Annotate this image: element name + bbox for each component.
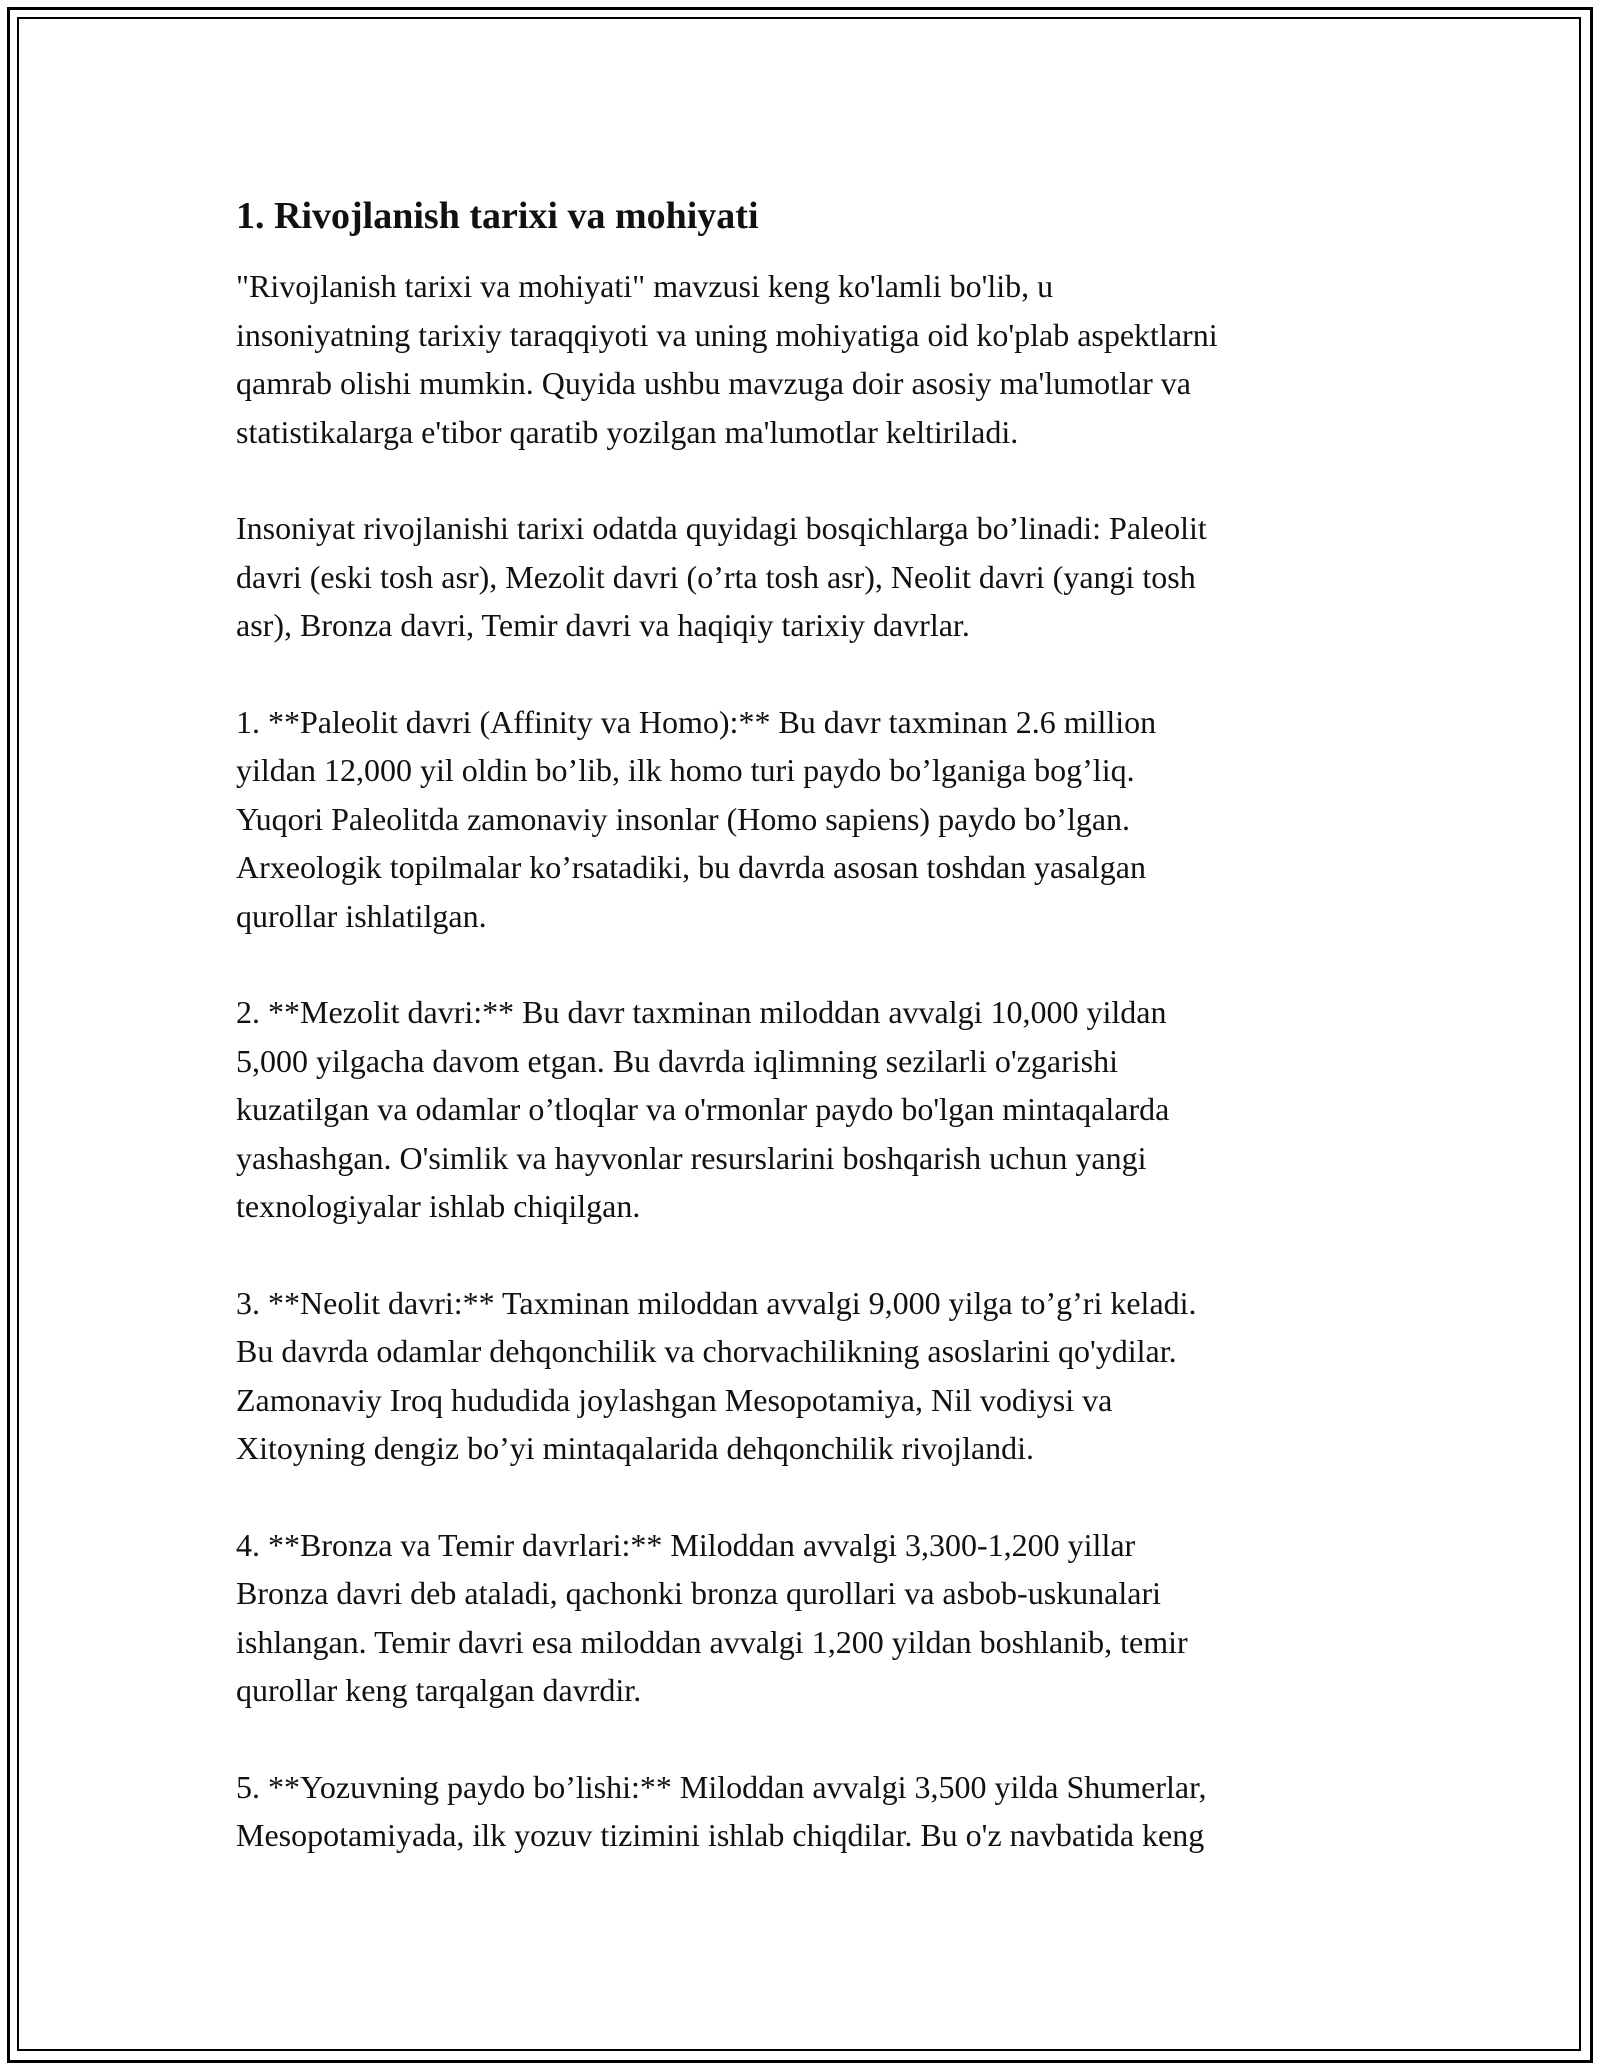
intro-paragraph bbox=[236, 262, 1386, 456]
text-line: qurollar ishlatilgan. bbox=[236, 897, 487, 934]
text-line: yildan 12,000 yil oldin bo’lib, ilk homo turi paydo bo’lganiga bog’liq. bbox=[236, 752, 1135, 788]
text-line: Arxeologik topilmalar ko’rsatadiki, bu davrda asosan toshdan yasalgan bbox=[236, 849, 1146, 885]
text-line: statistikalarga e'tibor qaratib yozilgan ma'lumotlar keltiriladi. bbox=[236, 413, 1019, 450]
text-line: Xitoyning dengiz bo’yi mintaqalarida dehqonchilik rivojlandi. bbox=[236, 1430, 1035, 1466]
text-line: 3. **Neolit davri:** Taxminan miloddan avvalgi 9,000 yilga to’g’ri keladi. bbox=[236, 1284, 1197, 1321]
text-line: asr), Bronza davri, Temir davri va haqiqiy tarixiy davrlar. bbox=[236, 607, 970, 643]
text-line: Bronza davri deb ataladi, qachonki bronza qurollari va asbob-uskunalari bbox=[236, 1575, 1161, 1611]
bronze-iron-paragraph bbox=[236, 1521, 1386, 1715]
text-line: Yuqori Paleolitda zamonaviy insonlar (Homo sapiens) paydo bo’lgan. bbox=[236, 800, 1131, 837]
text-line: Mesopotamiyada, ilk yozuv tizimini ishlab chiqdilar. Bu o'z navbatida keng bbox=[236, 1817, 1205, 1853]
document-body bbox=[236, 188, 1386, 1908]
text-line: 2. **Mezolit davri:** Bu davr taxminan miloddan avvalgi 10,000 yildan bbox=[236, 994, 1167, 1030]
text-line: Zamonaviy Iroq hududida joylashgan Mesopotamiya, Nil vodiysi va bbox=[236, 1381, 1113, 1418]
text-line: qamrab olishi mumkin. Quyida ushbu mavzuga doir asosiy ma'lumotlar va bbox=[236, 365, 1191, 401]
writing-paragraph bbox=[236, 1763, 1386, 1860]
neolithic-paragraph bbox=[236, 1279, 1386, 1473]
text-line: insoniyatning tarixiy taraqqiyoti va uning mohiyatiga oid ko'plab aspektlarni bbox=[236, 316, 1218, 353]
text-line: 5,000 yilgacha davom etgan. Bu davrda iqlimning sezilarli o'zgarishi bbox=[236, 1042, 1118, 1079]
text-line: qurollar keng tarqalgan davrdir. bbox=[236, 1672, 642, 1708]
text-line: Bu davrda odamlar dehqonchilik va chorvachilikning asoslarini qo'ydilar. bbox=[236, 1333, 1177, 1369]
text-line: 1. **Paleolit davri (Affinity va Homo):** Bu davr taxminan 2.6 million bbox=[236, 703, 1157, 740]
text-line: 5. **Yozuvning paydo bo’lishi:** Miloddan avvalgi 3,500 yilda Shumerlar, bbox=[236, 1768, 1207, 1805]
text-line: Insoniyat rivojlanishi tarixi odatda quyidagi bosqichlarga bo’linadi: Paleolit bbox=[236, 510, 1207, 546]
text-line: davri (eski tosh asr), Mezolit davri (o’rta tosh asr), Neolit davri (yangi tosh bbox=[236, 558, 1196, 595]
text-line: texnologiyalar ishlab chiqilgan. bbox=[236, 1188, 641, 1224]
text-line: ishlangan. Temir davri esa miloddan avvalgi 1,200 yildan boshlanib, temir bbox=[236, 1623, 1188, 1660]
stages-overview-paragraph bbox=[236, 504, 1386, 650]
mesolithic-paragraph bbox=[236, 988, 1386, 1231]
paleolithic-paragraph bbox=[236, 698, 1386, 941]
text-line: yashashgan. O'simlik va hayvonlar resurslarini boshqarish uchun yangi bbox=[236, 1139, 1147, 1176]
text-line: "Rivojlanish tarixi va mohiyati" mavzusi keng ko'lamli bo'lib, u bbox=[236, 268, 1054, 304]
text-line: 4. **Bronza va Temir davrlari:** Miloddan avvalgi 3,300-1,200 yillar bbox=[236, 1526, 1136, 1563]
page-title: 1. Rivojlanish tarixi va mohiyati bbox=[236, 195, 759, 237]
text-line: kuzatilgan va odamlar o’tloqlar va o'rmonlar paydo bo'lgan mintaqalarda bbox=[236, 1091, 1170, 1127]
